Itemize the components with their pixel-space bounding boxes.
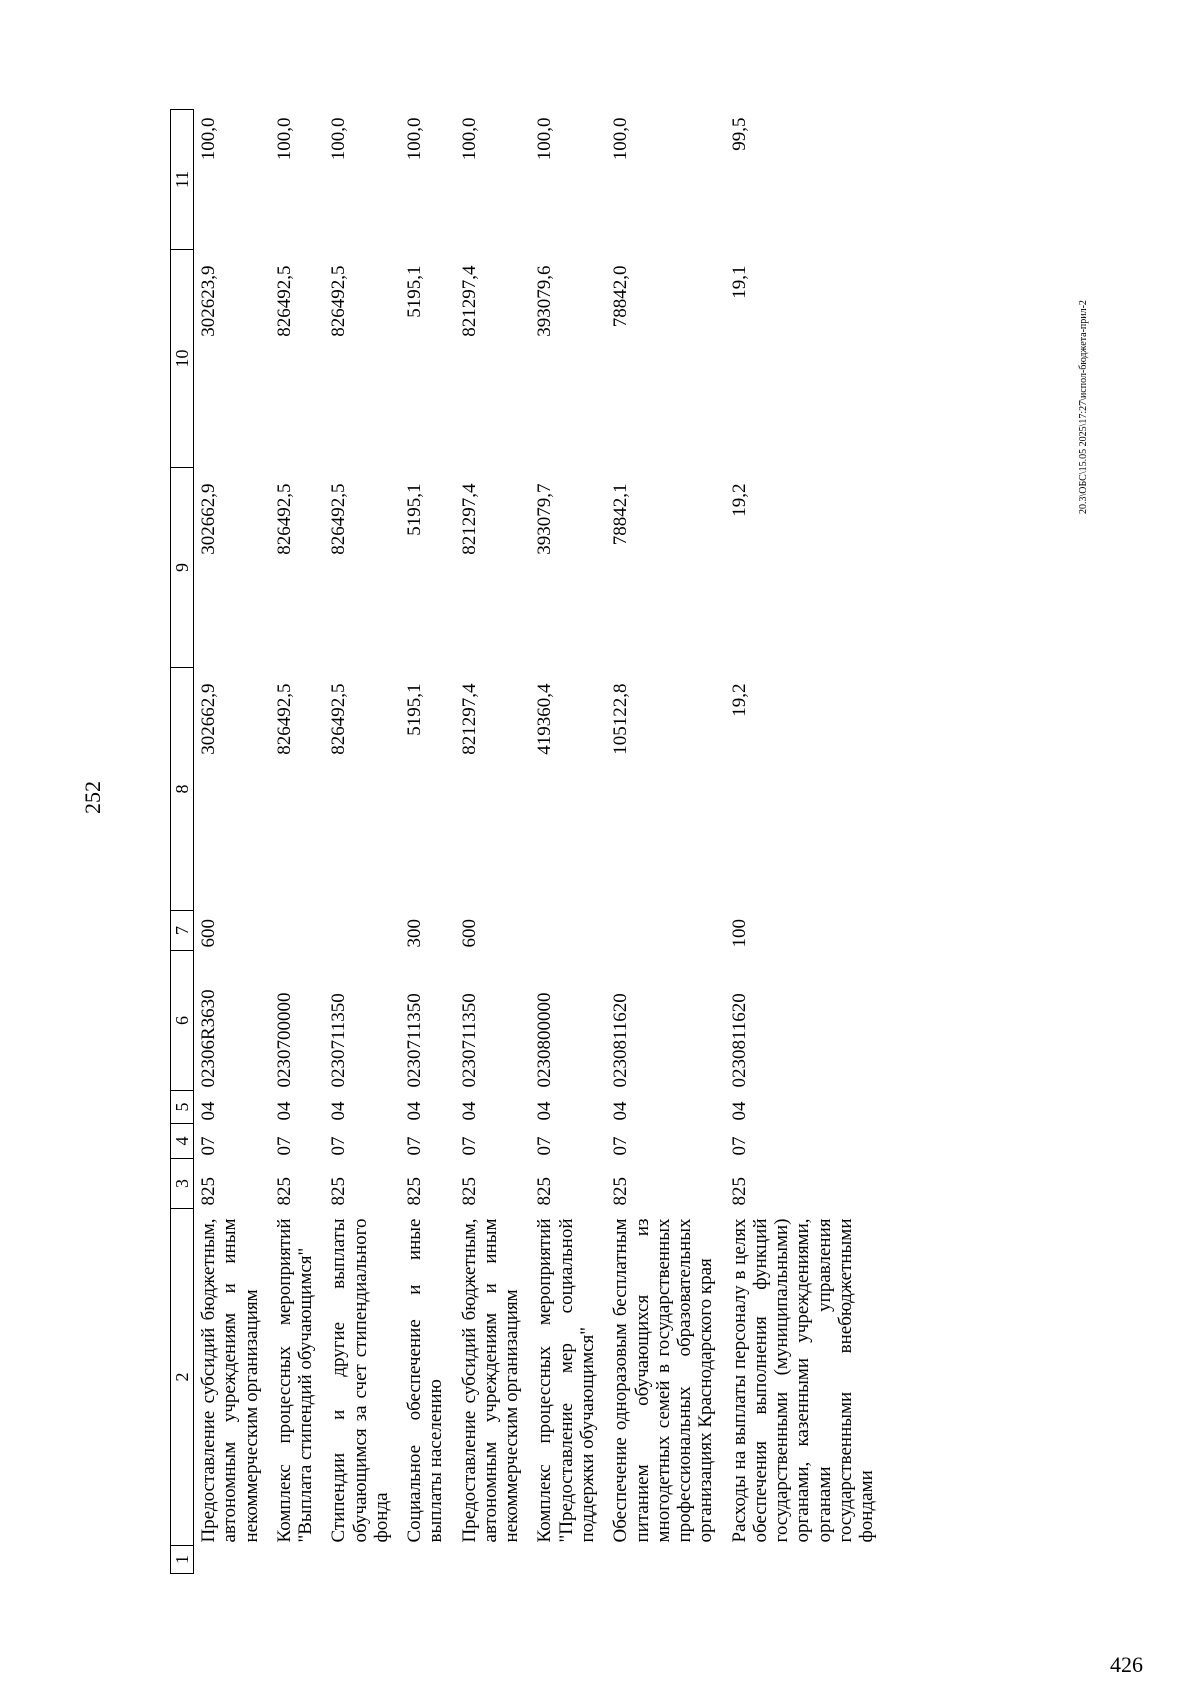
budget-list-amount: 826492,5 <box>273 483 295 555</box>
section-code: 07 <box>404 1136 426 1156</box>
section-code: 07 <box>328 1136 350 1156</box>
subsection-code: 04 <box>610 1101 632 1121</box>
column-header-6: 6 <box>171 951 194 1091</box>
section-code: 07 <box>198 1136 219 1156</box>
section-code: 07 <box>273 1136 295 1156</box>
row-description: Комплекс процессных мероприятий "Выплата стипендий обучающимся" <box>273 1218 317 1543</box>
executed-amount: 302623,9 <box>198 265 219 337</box>
target-article-code: 0230811620 <box>728 993 750 1088</box>
expense-type-code <box>606 911 724 951</box>
executed-amount: 826492,5 <box>273 265 295 337</box>
column-header-2: 2 <box>171 1209 194 1546</box>
budget-list-amount: 19,2 <box>728 483 750 517</box>
execution-percent: 100,0 <box>458 117 480 161</box>
execution-percent: 100,0 <box>404 117 426 161</box>
row-number <box>400 1546 455 1574</box>
page-number-top: 252 <box>80 781 105 814</box>
expense-type-code: 600 <box>458 919 480 948</box>
budget-list-amount: 826492,5 <box>328 483 350 555</box>
budget-table <box>170 109 885 1574</box>
executed-amount: 19,1 <box>728 265 750 299</box>
column-header-4: 4 <box>171 1124 194 1159</box>
column-header-10: 10 <box>171 250 194 468</box>
column-header-9: 9 <box>171 468 194 668</box>
subsection-code: 04 <box>534 1101 556 1121</box>
ministry-code: 825 <box>328 1177 350 1206</box>
table-row <box>400 110 455 1574</box>
expense-type-code: 300 <box>404 919 426 948</box>
executed-amount: 826492,5 <box>328 265 350 337</box>
table-row <box>324 110 400 1574</box>
subsection-code: 04 <box>404 1101 426 1121</box>
execution-percent: 100,0 <box>273 117 295 161</box>
table-row <box>530 110 606 1574</box>
row-description: Социальное обеспечение и иные выплаты населению <box>404 1218 447 1543</box>
approved-amount: 302662,9 <box>198 683 219 755</box>
column-header-5: 5 <box>171 1091 194 1124</box>
row-description: Предоставление субсидий бюджетным, автономным учреждениям и иным некоммерческим организациям <box>458 1218 523 1543</box>
subsection-code: 04 <box>328 1101 350 1121</box>
execution-percent: 99,5 <box>728 117 750 151</box>
row-number <box>725 1546 886 1574</box>
row-description: Стипендии и другие выплаты обучающимся за счет стипендиального фонда <box>328 1218 392 1543</box>
column-header-1: 1 <box>171 1546 194 1574</box>
table-row <box>455 110 531 1574</box>
section-code: 07 <box>728 1136 750 1156</box>
executed-amount: 78842,0 <box>610 265 632 328</box>
section-code: 07 <box>458 1136 480 1156</box>
budget-list-amount: 5195,1 <box>404 483 426 536</box>
expense-type-code <box>530 911 606 951</box>
ministry-code: 825 <box>404 1177 426 1206</box>
budget-list-amount: 821297,4 <box>458 483 480 555</box>
subsection-code: 04 <box>728 1101 750 1121</box>
subsection-code: 04 <box>458 1101 480 1121</box>
budget-list-amount: 302662,9 <box>198 483 219 555</box>
approved-amount: 5195,1 <box>404 683 426 736</box>
target-article-code: 0230711350 <box>404 993 426 1088</box>
column-header-11: 11 <box>171 110 194 250</box>
execution-percent: 100,0 <box>610 117 632 161</box>
table-row <box>606 110 724 1574</box>
expense-type-code: 100 <box>728 919 750 948</box>
target-article-code: 0230811620 <box>610 993 632 1088</box>
row-description: Комплекс процессных мероприятий "Предоставление мер социальной поддержки обучающимся" <box>534 1218 598 1543</box>
expense-type-code <box>270 911 325 951</box>
approved-amount: 419360,4 <box>534 683 556 755</box>
budget-list-amount: 78842,1 <box>610 483 632 546</box>
subsection-code: 04 <box>273 1101 295 1121</box>
approved-amount: 19,2 <box>728 683 750 717</box>
executed-amount: 393079,6 <box>534 265 556 337</box>
ministry-code: 825 <box>728 1177 750 1206</box>
rotated-page-content <box>80 54 1089 1574</box>
section-code: 07 <box>610 1136 632 1156</box>
row-number <box>194 1546 270 1574</box>
execution-percent: 100,0 <box>534 117 556 161</box>
row-number <box>606 1546 724 1574</box>
ministry-code: 825 <box>534 1177 556 1206</box>
table-row <box>194 110 270 1574</box>
row-number <box>270 1546 325 1574</box>
section-code: 07 <box>534 1136 556 1156</box>
executed-amount: 5195,1 <box>404 265 426 318</box>
ministry-code: 825 <box>198 1177 219 1206</box>
executed-amount: 821297,4 <box>458 265 480 337</box>
row-number <box>530 1546 606 1574</box>
ministry-code: 825 <box>458 1177 480 1206</box>
target-article-code: 0230711350 <box>458 993 480 1088</box>
execution-percent: 100,0 <box>198 117 219 161</box>
budget-list-amount: 393079,7 <box>534 483 556 555</box>
row-number <box>324 1546 400 1574</box>
table-row <box>725 110 886 1574</box>
approved-amount: 826492,5 <box>328 683 350 755</box>
column-header-8: 8 <box>171 668 194 911</box>
column-header-7: 7 <box>171 911 194 951</box>
row-description: Предоставление субсидий бюджетным, автономным учреждениям и иным некоммерческим организациям <box>198 1218 262 1543</box>
target-article-code: 0230800000 <box>534 992 556 1088</box>
ministry-code: 825 <box>273 1177 295 1206</box>
ministry-code: 825 <box>610 1177 632 1206</box>
approved-amount: 105122,8 <box>610 683 632 755</box>
target-article-code: 02306R3630 <box>198 989 219 1088</box>
subsection-code: 04 <box>198 1101 219 1121</box>
document-footer-code: 20.3\ОБС\15.05 2025\17:27\испол-бюджета-прил-2 <box>1078 300 1089 514</box>
execution-percent: 100,0 <box>328 117 350 161</box>
row-description: Обеспечение одноразовым бесплатным питанием обучающихся из многодетных семей в государственных профессиональных образовательных организациях Краснодарского края <box>610 1218 717 1543</box>
expense-type-code <box>324 911 400 951</box>
target-article-code: 0230711350 <box>328 993 350 1088</box>
column-header-3: 3 <box>171 1159 194 1209</box>
row-description: Расходы на выплаты персоналу в целях обеспечения выполнения функций государственными (муниципальными) органами, казенными учреждениями, органами управления государственными внебюджетными фондами <box>728 1218 878 1543</box>
target-article-code: 0230700000 <box>273 992 295 1088</box>
page-number: 426 <box>1110 1652 1143 1677</box>
expense-type-code: 600 <box>198 919 219 948</box>
row-number <box>455 1546 531 1574</box>
approved-amount: 821297,4 <box>458 683 480 755</box>
approved-amount: 826492,5 <box>273 683 295 755</box>
table-header-row <box>171 110 194 1574</box>
table-row <box>270 110 325 1574</box>
